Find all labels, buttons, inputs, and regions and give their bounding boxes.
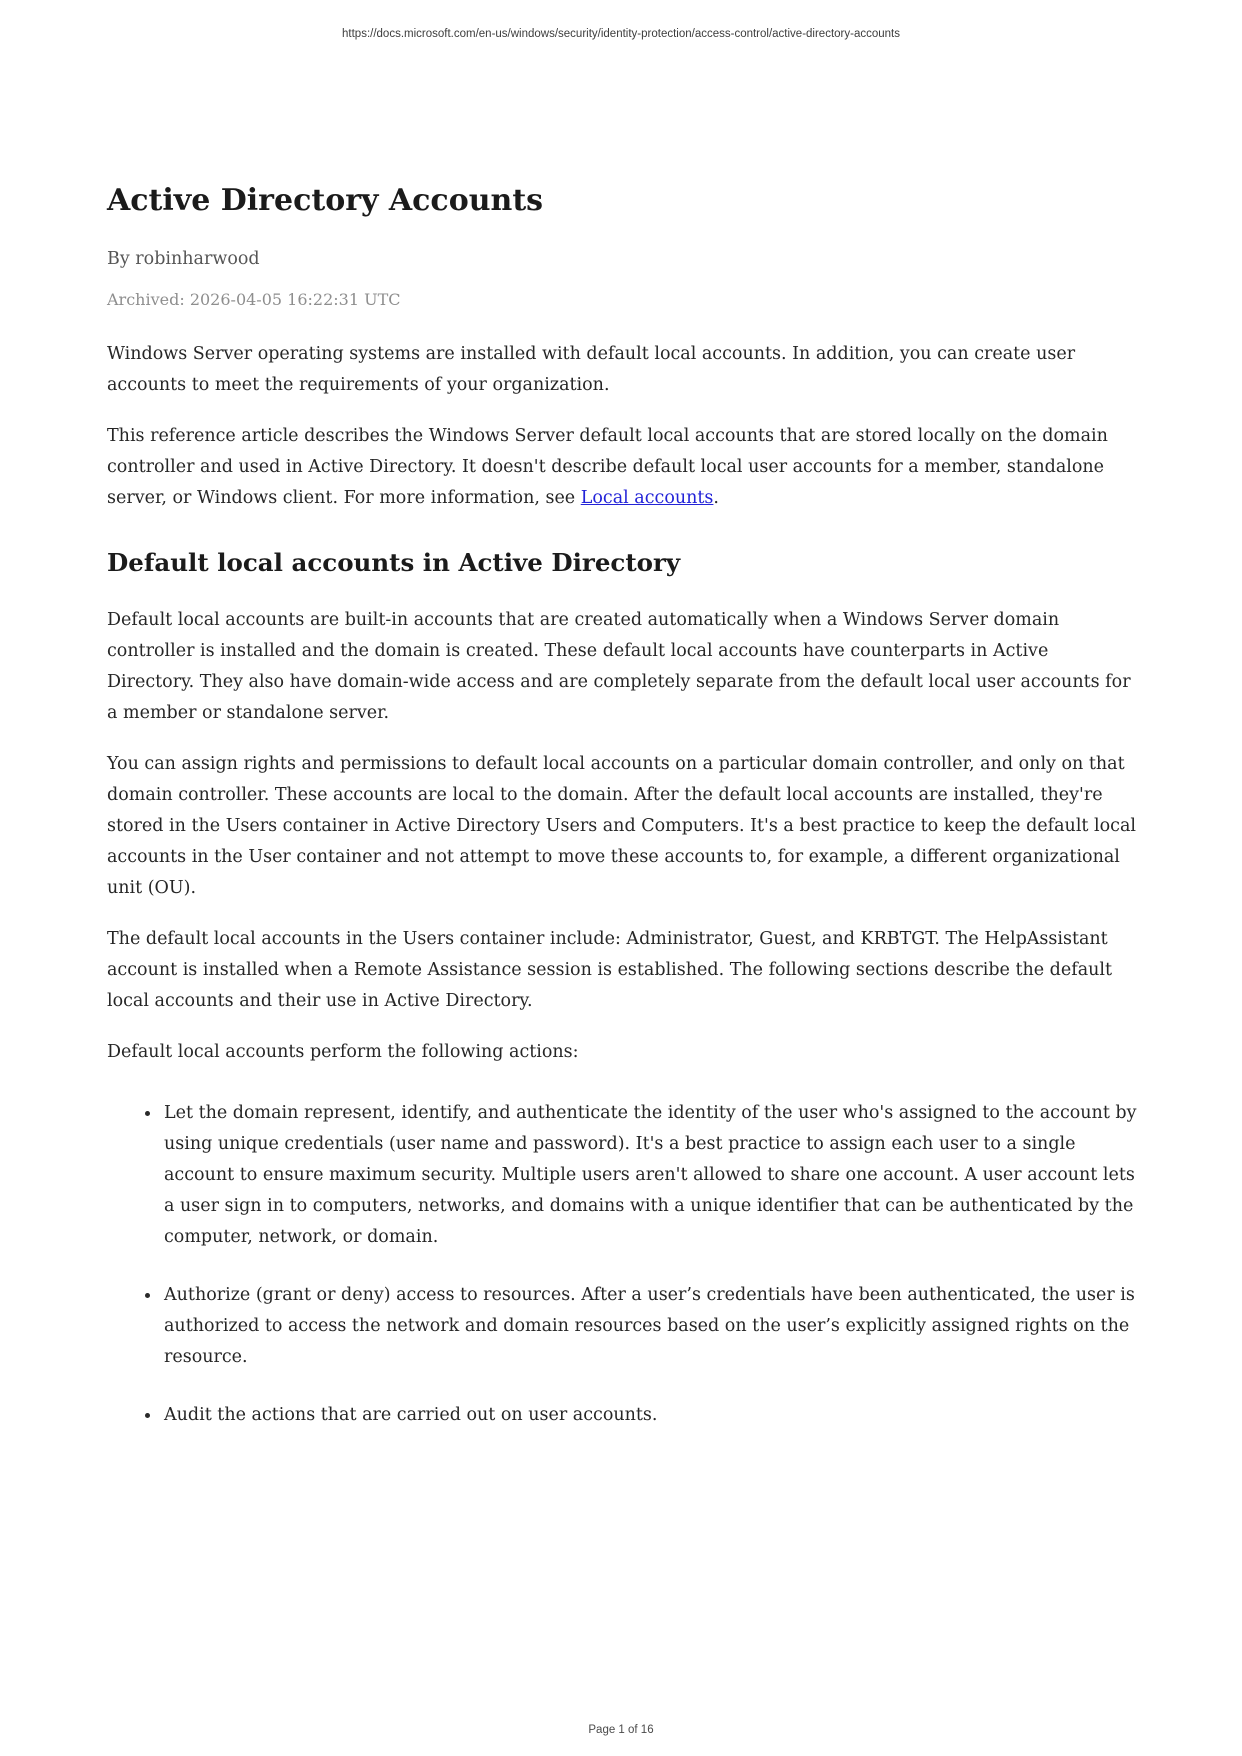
section-heading-default-local-accounts: Default local accounts in Active Directory <box>107 548 681 577</box>
page-title: Active Directory Accounts <box>107 183 544 218</box>
paragraph-reference-text: This reference article describes the Windows Server default local accounts that are stored locally on the domain controller and used in Active Directory. It doesn't describe default local user accounts for a member, standalone server, or Windows client. For more information, see <box>107 426 1108 508</box>
source-url: https://docs.microsoft.com/en-us/windows/security/identity-protection/access-control/active-directory-accounts <box>342 28 900 40</box>
actions-list <box>107 1098 1137 1431</box>
local-accounts-link[interactable]: Local accounts <box>580 488 714 508</box>
bullet-icon <box>145 1413 150 1418</box>
paragraph-builtin-accounts: Default local accounts are built-in accounts that are created automatically when a Windows Server domain controller is installed and the domain is created. These default local accounts have counterparts in Active Directory. They also have domain-wide access and are completely separate from the default local user accounts for a member or standalone server. <box>107 610 1131 724</box>
paragraph-intro: Windows Server operating systems are installed with default local accounts. In addition, you can create user accounts to meet the requirements of your organization. <box>107 344 1076 395</box>
byline: By robinharwood <box>107 249 260 269</box>
article-content <box>107 0 1137 1458</box>
page-number: Page 1 of 16 <box>588 1724 654 1736</box>
list-item-text: Authorize (grant or deny) access to resources. After a user’s credentials have been authenticated, the user is authorized to access the network and domain resources based on the user’s explicitly assigned rights on the resource. <box>164 1285 1135 1368</box>
archived-timestamp: Archived: 2026-04-05 16:22:31 UTC <box>107 290 401 309</box>
list-item-text: Audit the actions that are carried out on user accounts. <box>164 1405 658 1426</box>
bullet-icon <box>145 1111 150 1116</box>
list-item-text: Let the domain represent, identify, and authenticate the identity of the user who's assigned to the account by using unique credentials (user name and password). It's a best practice to assign each user to a single account to ensure maximum security. Multiple users aren't allowed to share one account. A user account lets a user sign in to computers, networks, and domains with a unique identifier that can be authenticated by the computer, network, or domain. <box>164 1103 1137 1248</box>
paragraph-reference-period: . <box>713 488 719 508</box>
list-item <box>145 1280 1137 1373</box>
paragraph-actions-intro: Default local accounts perform the following actions: <box>107 1042 579 1063</box>
paragraph-reference <box>107 421 1137 514</box>
bullet-icon <box>145 1293 150 1298</box>
list-item <box>145 1400 1137 1431</box>
paragraph-users-container: The default local accounts in the Users container include: Administrator, Guest, and KRBTGT. The HelpAssistant account is installed when a Remote Assistance session is established. The following sections describe the default local accounts and their use in Active Directory. <box>107 929 1113 1012</box>
list-item <box>145 1098 1137 1253</box>
paragraph-rights-permissions: You can assign rights and permissions to default local accounts on a particular domain controller, and only on that domain controller. These accounts are local to the domain. After the default local accounts are installed, they're stored in the Users container in Active Directory Users and Computers. It's a best practice to keep the default local accounts in the User container and not attempt to move these accounts to, for example, a different organizational unit (OU). <box>107 754 1136 899</box>
